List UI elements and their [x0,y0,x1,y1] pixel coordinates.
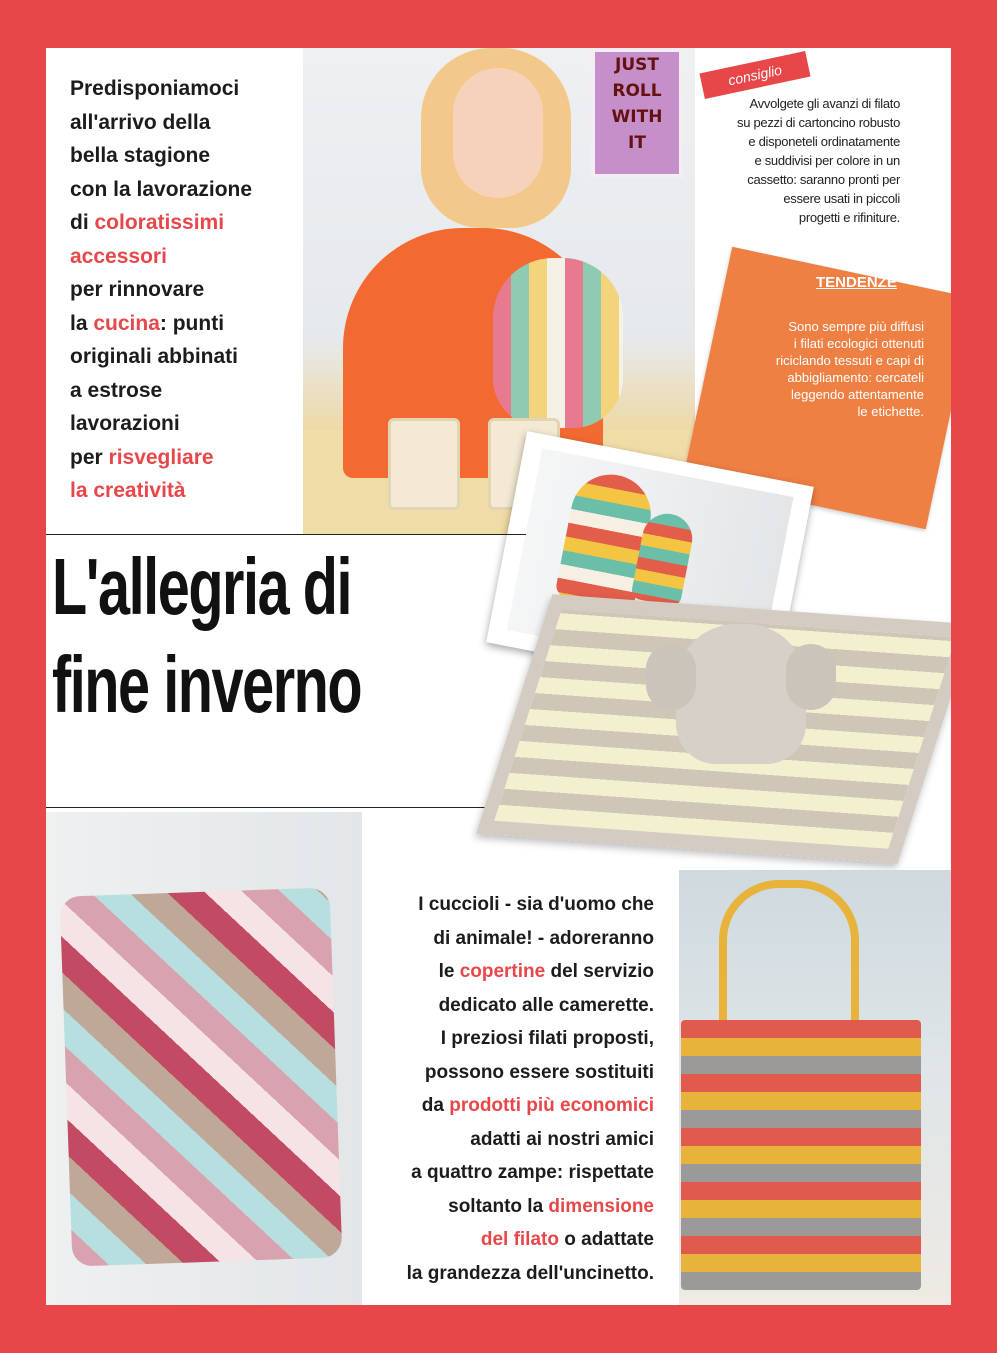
headline-rule-top [46,534,526,535]
tip-line: essere usati in piccoli [783,191,900,206]
body-line: di animale! - adoreranno [433,927,654,949]
intro-line: originali abbinati [70,345,239,368]
intro-line [70,206,290,240]
sign-line: JUST [615,55,659,75]
intro-line [70,441,290,475]
body-line: la grandezza dell'uncinetto. [406,1262,654,1284]
tendenze-line: abbigliamento: cercateli [787,370,924,385]
hexagon-bear-blanket [60,887,343,1266]
face [453,68,543,198]
bag-strap [719,880,859,1040]
headline-line: fine inverno [52,640,362,729]
tip-line: e suddivisi per colore in un [754,153,900,168]
tip-line: Avvolgete gli avanzi di filato [749,96,900,111]
tip-line: progetti e rifiniture. [798,210,900,225]
intro-line: lavorazioni [70,412,180,435]
body-line: I cuccioli - sia d'uomo che [418,894,654,915]
body-line: adatti ai nostri amici [470,1128,654,1150]
intro-highlight: coloratissimi [94,211,225,234]
consiglio-text [694,94,900,227]
intro-highlight: cucina [93,311,160,335]
intro-line: all'arrivo della [70,110,211,134]
body-line [366,955,654,989]
intro-line: per rinnovare [70,278,205,301]
body-line: possono essere sostituiti [424,1061,654,1083]
intro-fragment: di [70,211,95,234]
intro-highlight: la creatività [70,479,186,502]
striped-crochet-bag [681,1020,921,1290]
crochet-tea-cosy [493,258,623,428]
tendenze-text [718,318,924,420]
tip-line: cassetto: saranno pronti per [747,172,900,187]
body-line: dedicato alle camerette. [438,994,654,1016]
wall-sign [591,48,683,178]
body-highlight: copertine [459,961,546,982]
intro-line: Predisponiamoci [70,77,240,100]
tendenze-line: leggendo attentamente [791,387,924,402]
intro-fragment: : punti [159,311,225,335]
body-highlight: prodotti più economici [449,1095,654,1116]
intro-line: bella stagione [70,144,211,167]
intro-highlight: accessori [70,244,167,268]
bears-text [366,888,654,1290]
tip-line: su pezzi di cartoncino robusto [737,115,900,130]
tendenze-line: Sono sempre più diffusi [788,319,924,334]
body-line [366,1089,654,1123]
body-line: I preziosi filati proposti, [440,1028,654,1049]
tendenze-line: riciclando tessuti e capi di [775,353,924,368]
elephant-ear [646,644,696,710]
elephant-ear [786,644,836,710]
body-line [366,1190,654,1224]
sign-line: ROLL [612,81,662,101]
intro-fragment: la [70,311,94,335]
tip-line: e disponeteli ordinatamente [748,134,900,149]
body-highlight: dimensione [548,1195,654,1217]
intro-line [70,307,290,341]
intro-text [70,72,290,508]
intro-fragment: per [70,445,109,469]
body-fragment: o adattate [558,1229,654,1250]
headline-line: L'allegria di [52,542,352,631]
intro-highlight: risvegliare [108,445,214,469]
body-line [366,1223,654,1257]
sign-line: IT [628,133,646,153]
tendenze-line: i filati ecologici ottenuti [793,336,924,351]
body-fragment: del servizio [545,961,654,982]
elephant-toy [676,624,806,764]
body-fragment: soltanto la [448,1195,549,1217]
tendenze-line: le etichette. [857,404,924,419]
body-line: a quattro zampe: rispettate [411,1162,654,1183]
body-highlight: del filato [480,1229,559,1250]
sign-line: WITH [611,107,663,127]
tendenze-title: TENDENZE [816,274,897,291]
market-bag-photo [679,870,951,1305]
consiglio-tag: consiglio [699,51,810,99]
body-fragment: da [421,1095,450,1116]
headline [52,538,390,734]
body-fragment: le [438,961,460,982]
owl-mug [388,418,460,510]
intro-line: con la lavorazione [70,177,253,201]
bear-blanket-photo [46,812,362,1305]
intro-line: a estrose [70,378,163,402]
magazine-page [46,48,951,1305]
